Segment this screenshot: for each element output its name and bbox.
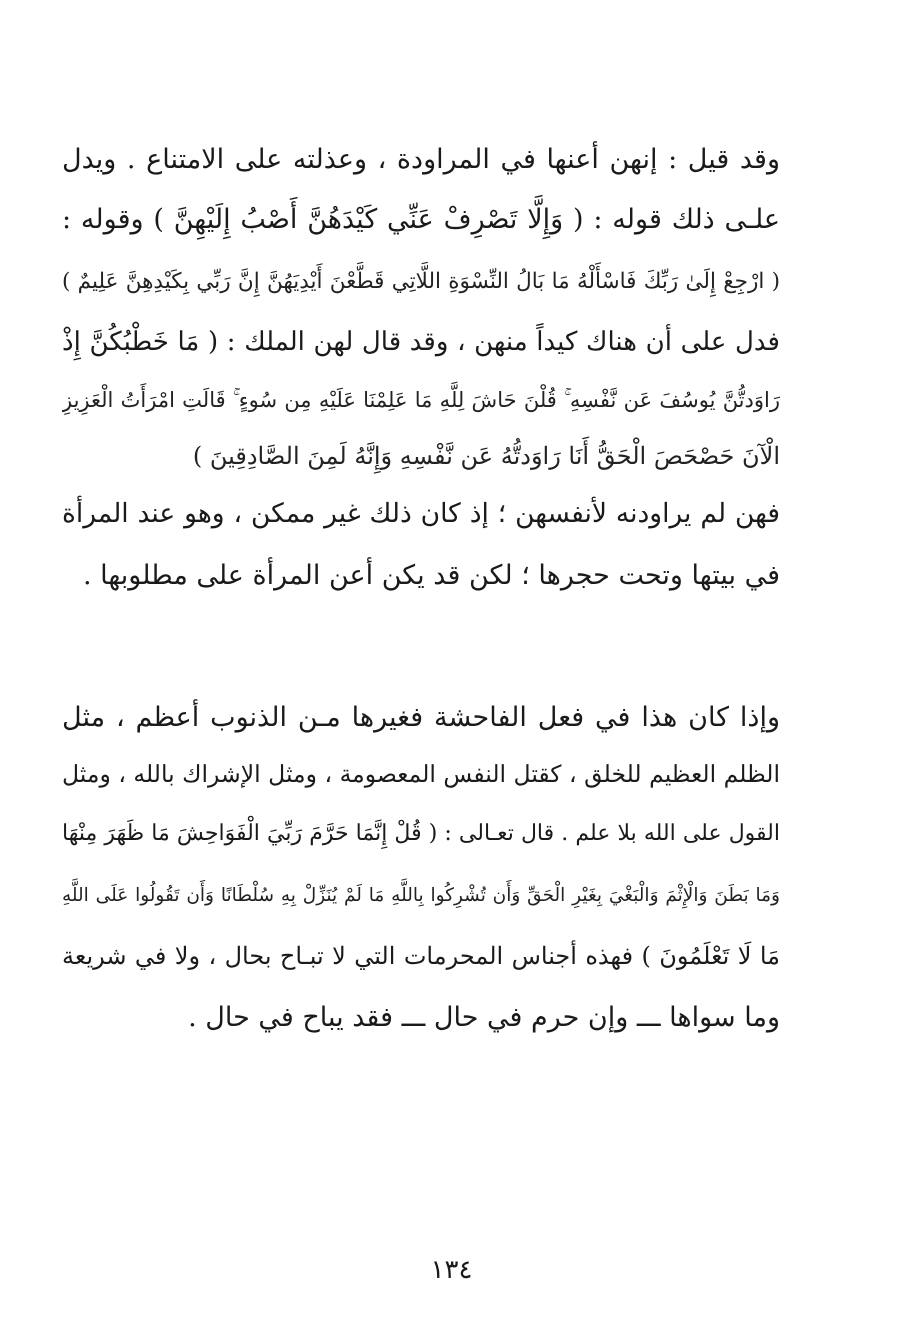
quran-verse-line-1: ( ارْجِعْ إِلَىٰ رَبِّكَ فَاسْأَلْهُ مَا بَالُ النِّسْوَةِ اللَّاتِي قَطَّعْنَ أَيْدِيَهُنَّ إِنَّ رَبِّي بِكَيْدِهِنَّ عَلِيمٌ ) [62,269,780,294]
text-line-14: وما سواها ـــ وإن حرم في حال ـــ فقد يباح في حال . [188,1002,780,1033]
text-line-13: مَا لَا تَعْلَمُونَ ) فهذه أجناس المحرمات التي لا تبـاح بحال ، ولا في شريعة [62,942,780,970]
text-line-11: القول على الله بلا علم . قال تعـالى : ( قُلْ إِنَّمَا حَرَّمَ رَبِّيَ الْفَوَاحِشَ مَا ظَهَرَ مِنْهَا [62,821,780,846]
text-line-8: في بيتها وتحت حجرها ؛ لكن قد يكن أعن المرأة على مطلوبها . [82,560,780,591]
text-line-10: الظلم العظيم للخلق ، كقتل النفس المعصومة ، ومثل الإشراك بالله ، ومثل [62,760,780,788]
text-line-1: وقد قيل : إنهن أعنها في المراودة ، وعذلته على الامتناع . ويدل [62,144,780,175]
text-line-2: علـى ذلك قوله : ( وَإِلَّا تَصْرِفْ عَنِّي كَيْدَهُنَّ أَصْبُ إِلَيْهِنَّ ) وقوله : [62,204,780,235]
quran-verse-line-2: رَاوَدتُّنَّ يُوسُفَ عَن نَّفْسِهِ ۚ قُلْنَ حَاشَ لِلَّهِ مَا عَلِمْنَا عَلَيْهِ مِن سُوءٍ ۚ قَالَتِ امْرَأَتُ الْعَزِيزِ [62,388,780,412]
quran-verse-line-3: الْآنَ حَصْحَصَ الْحَقُّ أَنَا رَاوَدتُّهُ عَن نَّفْسِهِ وَإِنَّهُ لَمِنَ الصَّادِقِينَ ) [192,442,780,470]
quran-verse-line-4: وَمَا بَطَنَ وَالْإِثْمَ وَالْبَغْيَ بِغَيْرِ الْحَقِّ وَأَن تُشْرِكُوا بِاللَّهِ مَا لَمْ يُنَزِّلْ بِهِ سُلْطَانًا وَأَن تَقُولُوا عَلَى اللَّهِ [62,885,780,906]
text-line-4: فدل على أن هناك كيداً منهن ، وقد قال لهن الملك : ( مَا خَطْبُكُنَّ إِذْ [62,327,780,357]
text-line-9: وإذا كان هذا في فعل الفاحشة فغيرها مـن الذنوب أعظم ، مثل [62,702,780,733]
text-line-7: فهن لم يراودنه لأنفسهن ؛ إذ كان ذلك غير ممكن ، وهو عند المرأة [62,498,780,529]
page-number: ١٣٤ [430,1255,473,1285]
